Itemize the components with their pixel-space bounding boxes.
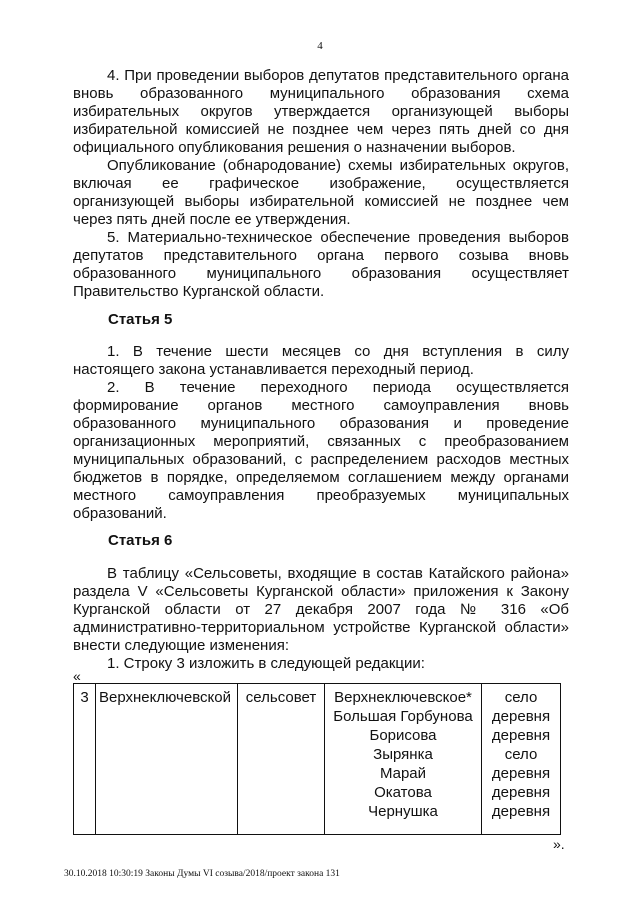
settlement-name: Марай xyxy=(379,765,427,782)
settlement-kind: деревня xyxy=(491,727,551,744)
settlement-name: Верхнеключевское* xyxy=(334,689,472,706)
settlement-kind: деревня xyxy=(491,765,551,782)
article-6-paragraph-2: 1. Строку 3 изложить в следующей редакции: xyxy=(107,655,425,672)
paragraph-4: 4. При проведении выборов депутатов представительного органа вновь образованного муниципального образования схема избирательных округов утверждается организующей выборы избирательной комиссией не позднее чем через пять дней со дня официального опубликования решения о назначении выборов. xyxy=(73,67,569,156)
article-6-heading: Статья 6 xyxy=(108,532,173,549)
settlement-kind: деревня xyxy=(491,784,551,801)
footer-path: 30.10.2018 10:30:19 Законы Думы VI созыва/2018/проект закона 131 xyxy=(64,869,340,879)
settlement-name: Большая Горбунова xyxy=(333,708,473,725)
quote-close: ». xyxy=(553,836,565,852)
council-type: сельсовет xyxy=(238,684,325,835)
settlement-name: Чернушка xyxy=(368,803,438,820)
council-name: Верхнеключевской xyxy=(96,684,238,835)
article-5-paragraph-1: 1. В течение шести месяцев со дня вступления в силу настоящего закона устанавливается переходный период. xyxy=(73,343,569,378)
paragraph-5: 5. Материально-техническое обеспечение проведения выборов депутатов представительного органа первого созыва вновь образованного муниципального образования осуществляет Правительство Курганской области. xyxy=(73,229,569,300)
article-5-heading: Статья 5 xyxy=(108,311,173,328)
quote-open: « xyxy=(73,668,81,684)
paragraph-publication: Опубликование (обнародование) схемы избирательных округов, включая ее графическое изображение, осуществляется организующей выборы избирательной комиссией не позднее чем через пять дней после ее утверждения. xyxy=(73,157,569,228)
settlement-names xyxy=(325,684,482,835)
table-row xyxy=(74,684,561,835)
page-number: 4 xyxy=(317,40,323,52)
article-5-paragraph-2: 2. В течение переходного периода осуществляется формирование органов местного самоуправления вновь образованного муниципального образования и проведение организационных мероприятий, связанных с преобразованием муниципальных образований, с распределением расходов местных бюджетов в порядке, определяемом соглашением между органами местного самоуправления преобразуемых муниципальных образований. xyxy=(73,379,569,522)
settlement-kind: деревня xyxy=(491,803,551,820)
article-6-paragraph-1: В таблицу «Сельсоветы, входящие в состав Катайского района» раздела V «Сельсоветы Курганской области» приложения к Закону Курганской области от 27 декабря 2007 года № 316 «Об административно-территориальном устройстве Курганской области» внести следующие изменения: xyxy=(73,565,569,654)
row-number: 3 xyxy=(74,684,96,835)
settlement-kind: село xyxy=(504,689,538,706)
settlement-name: Борисова xyxy=(369,727,437,744)
settlement-name: Зырянка xyxy=(373,746,433,763)
settlement-kind: деревня xyxy=(491,708,551,725)
settlement-name: Окатова xyxy=(374,784,432,801)
settlement-kinds xyxy=(482,684,561,835)
settlements-table xyxy=(73,683,561,835)
settlement-kind: село xyxy=(504,746,538,763)
